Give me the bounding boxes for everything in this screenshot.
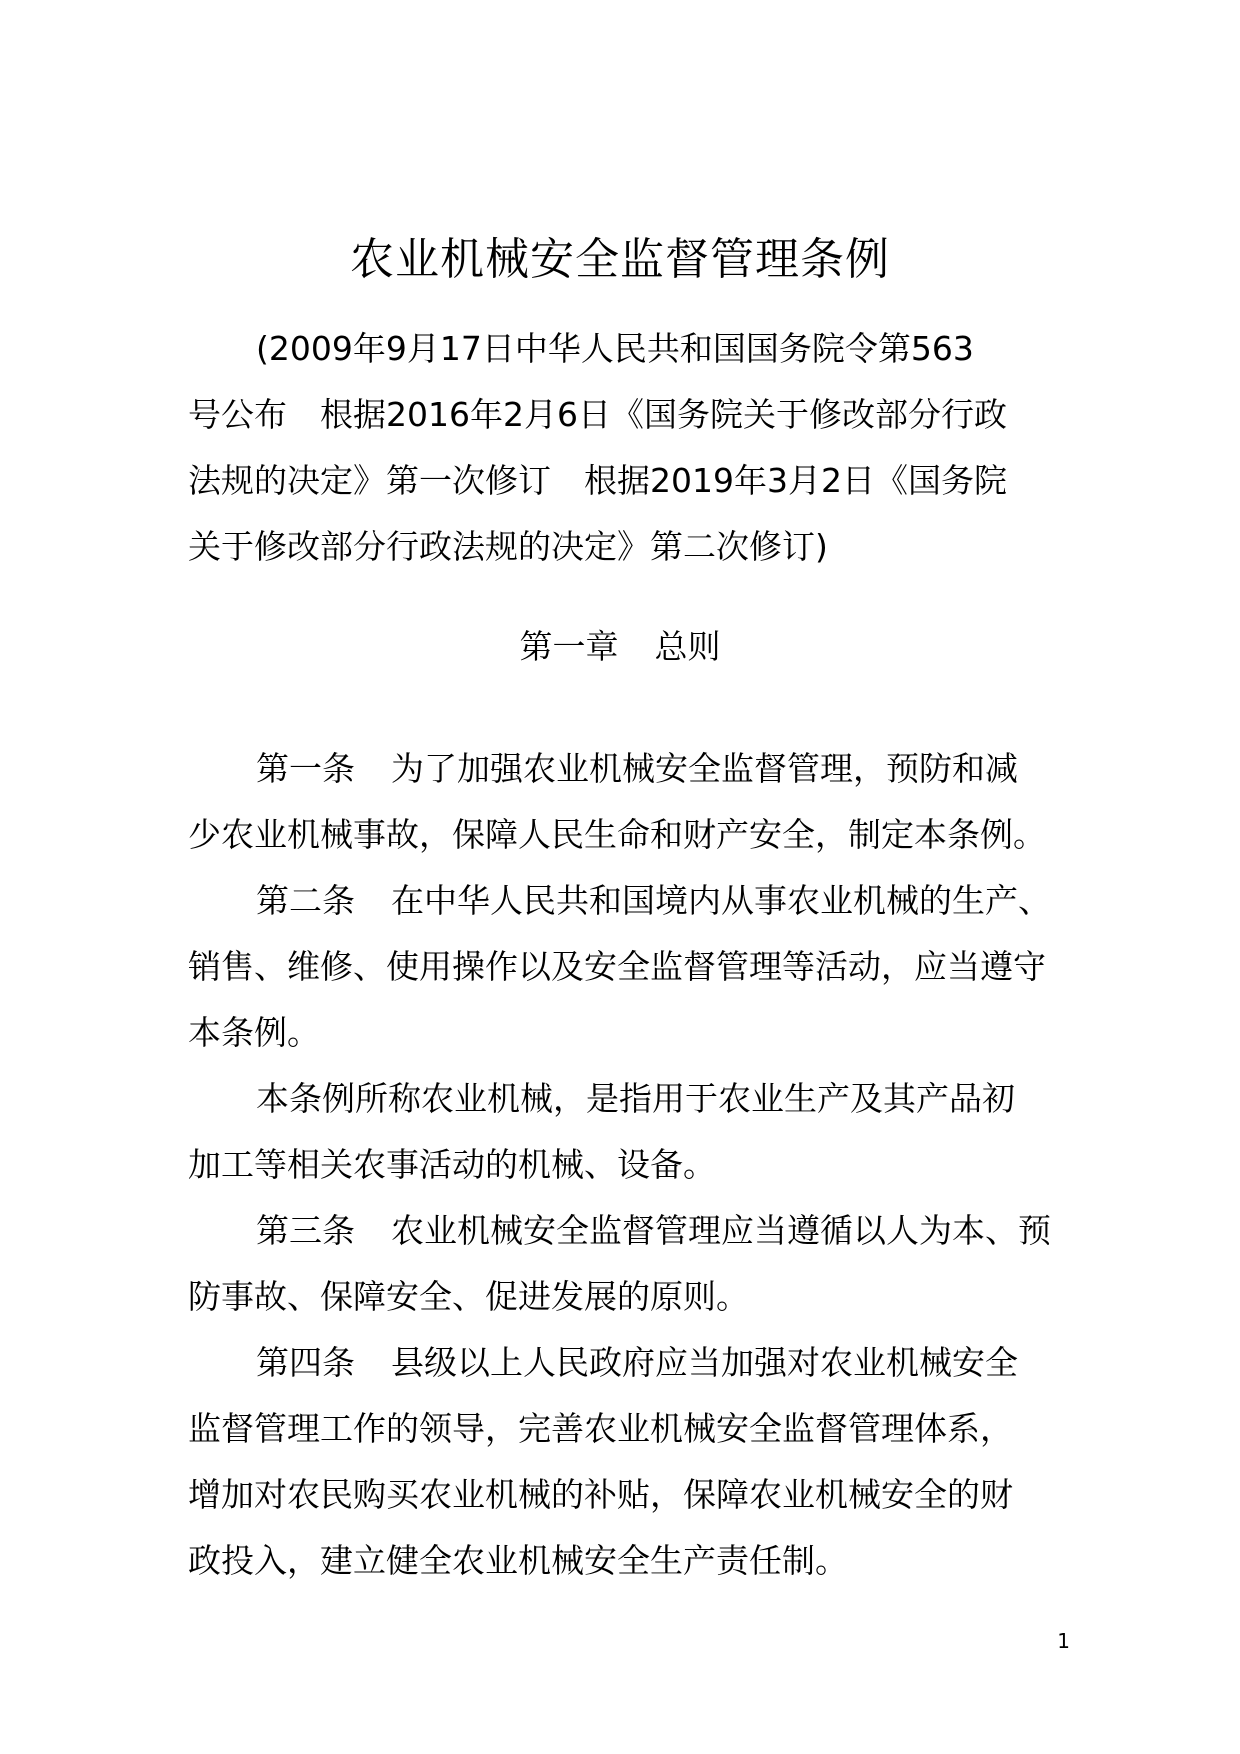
preamble-line: 法规的决定》第一次修订 根据2019年3月2日《国务院: [188, 461, 1007, 500]
article-paragraph: [188, 1066, 1058, 1198]
article-label: 第一条: [256, 749, 355, 788]
preamble: [188, 316, 1058, 580]
chapter-title: 总则: [654, 627, 721, 666]
preamble-line: 关于修改部分行政法规的决定》第二次修订): [188, 527, 828, 566]
article-line: 加工等相关农事活动的机械、设备。: [188, 1145, 716, 1184]
article-text: 为了加强农业机械安全监督管理，预防和减: [391, 749, 1018, 788]
article-first-line: [188, 1066, 1058, 1132]
chapter-number: 第一章: [519, 627, 619, 666]
article-line: 增加对农民购买农业机械的补贴，保障农业机械安全的财: [188, 1475, 1013, 1514]
article-label: 第四条: [256, 1343, 355, 1382]
article-line: 本条例。: [188, 1013, 320, 1052]
article-text: 县级以上人民政府应当加强对农业机械安全: [391, 1343, 1018, 1382]
preamble-line: (2009年9月17日中华人民共和国国务院令第563: [256, 329, 974, 368]
article-line: 监督管理工作的领导，完善农业机械安全监督管理体系，: [188, 1409, 1013, 1448]
page-number: 1: [1057, 1629, 1070, 1653]
article-line: 政投入，建立健全农业机械安全生产责任制。: [188, 1541, 848, 1580]
article-text: 本条例所称农业机械，是指用于农业生产及其产品初: [256, 1079, 1015, 1118]
article-label: 第二条: [256, 881, 355, 920]
article-first-line: [188, 868, 1058, 934]
article: [188, 1198, 1058, 1330]
article-first-line: [188, 1198, 1058, 1264]
article-line: 防事故、保障安全、促进发展的原则。: [188, 1277, 749, 1316]
article-label: 第三条: [256, 1211, 355, 1250]
document-title: 农业机械安全监督管理条例: [350, 234, 890, 285]
article-text: 农业机械安全监督管理应当遵循以人为本、预: [391, 1211, 1051, 1250]
article-list: [188, 736, 1058, 1594]
article-line: 销售、维修、使用操作以及安全监督管理等活动，应当遵守: [188, 947, 1046, 986]
article-text: 在中华人民共和国境内从事农业机械的生产、: [391, 881, 1051, 920]
chapter-heading: [0, 614, 1240, 680]
article: [188, 736, 1058, 868]
article-line: 少农业机械事故，保障人民生命和财产安全，制定本条例。: [188, 815, 1046, 854]
article: [188, 868, 1058, 1066]
preamble-line: 号公布 根据2016年2月6日《国务院关于修改部分行政: [188, 395, 1007, 434]
article: [188, 1330, 1058, 1594]
article-first-line: [188, 1330, 1058, 1396]
article-first-line: [188, 736, 1058, 802]
